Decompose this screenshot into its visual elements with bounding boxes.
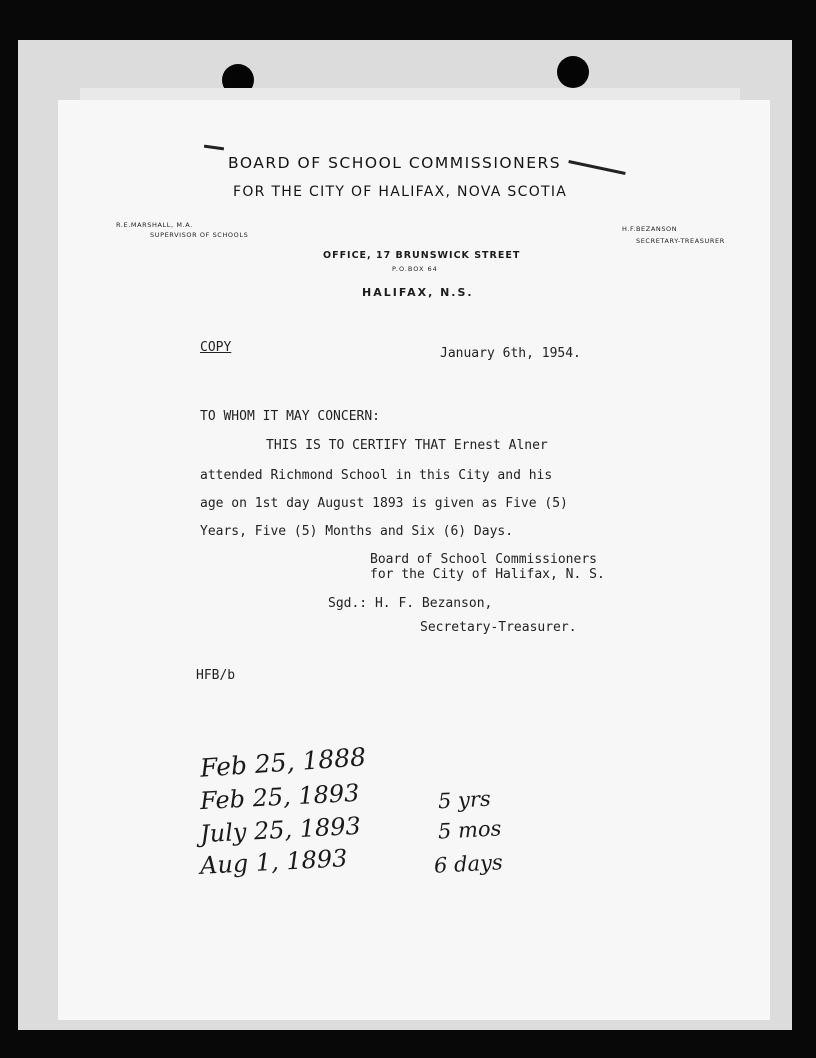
body-line: THIS IS TO CERTIFY THAT Ernest Alner [266,438,548,453]
signer-title: Secretary-Treasurer. [420,620,577,635]
city-line: HALIFAX, N.S. [362,286,474,299]
typist-initials: HFB/b [196,668,236,683]
closing-line: Board of School Commissioners [370,552,597,567]
letter-date: January 6th, 1954. [440,346,581,361]
signature-line: Sgd.: H. F. Bezanson, [328,596,493,611]
handwritten-date: Aug 1, 1893 [199,844,349,880]
right-officer-role: SECRETARY-TREASURER [636,237,725,245]
copy-label: COPY [200,340,232,355]
body-line: Years, Five (5) Months and Six (6) Days. [200,524,514,539]
handwritten-date: Feb 25, 1893 [199,778,361,816]
closing-line: for the City of Halifax, N. S. [370,567,605,582]
po-box: P.O.BOX 64 [392,265,438,273]
handwritten-date: Feb 25, 1888 [199,742,367,783]
body-line: attended Richmond School in this City and his [200,468,553,483]
handwritten-duration: 5 mos [437,816,502,844]
letterhead-title: BOARD OF SCHOOL COMMISSIONERS [228,154,562,172]
handwritten-date: July 25, 1893 [199,811,362,849]
binder-hole-right [557,56,589,88]
salutation: TO WHOM IT MAY CONCERN: [200,409,381,424]
left-officer-role: SUPERVISOR OF SCHOOLS [150,231,249,239]
office-address: OFFICE, 17 BRUNSWICK STREET [323,250,521,261]
body-line: age on 1st day August 1893 is given as Five (5) [200,496,568,511]
letterhead-subtitle: FOR THE CITY OF HALIFAX, NOVA SCOTIA [233,184,568,200]
left-officer-name: R.E.MARSHALL, M.A. [116,221,193,229]
letter-sheet [58,100,770,1020]
handwritten-duration: 5 yrs [437,786,492,814]
right-officer-name: H.F.BEZANSON [622,225,678,233]
pen-mark [204,145,224,151]
handwritten-duration: 6 days [433,850,504,878]
pen-mark [568,160,625,175]
